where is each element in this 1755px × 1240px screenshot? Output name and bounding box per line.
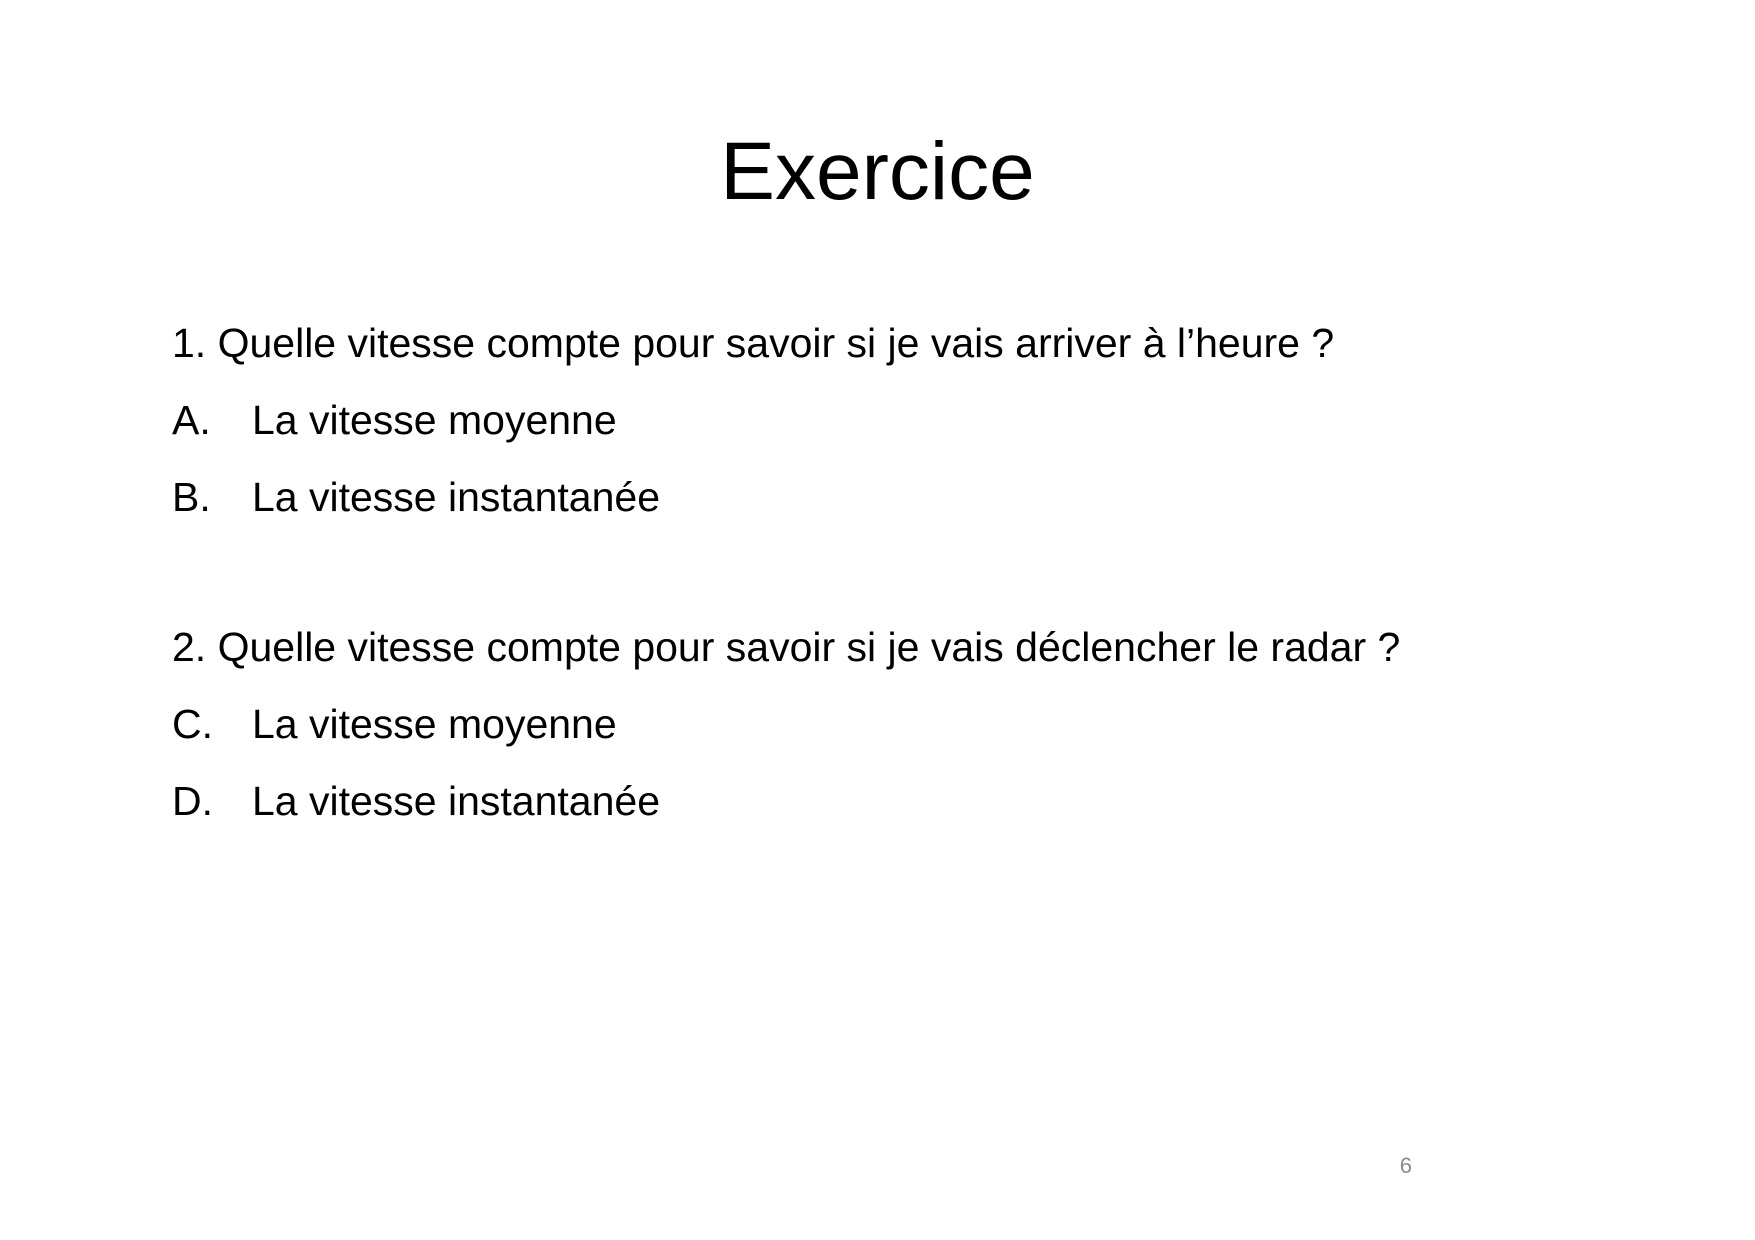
option-letter: C. [172, 701, 213, 747]
option-letter: D. [172, 778, 213, 824]
option-label: La vitesse moyenne [252, 701, 617, 747]
question-1: 1. Quelle vitesse compte pour savoir si je vais arriver à l’heure ? [172, 320, 1335, 366]
option-c[interactable] [172, 699, 617, 749]
option-b[interactable] [172, 472, 660, 522]
option-a[interactable] [172, 395, 617, 445]
option-letter: B. [172, 474, 211, 520]
option-letter: A. [172, 397, 211, 443]
question-2: 2. Quelle vitesse compte pour savoir si je vais déclencher le radar ? [172, 624, 1401, 670]
option-label: La vitesse instantanée [252, 474, 660, 520]
option-label: La vitesse instantanée [252, 778, 660, 824]
slide-number: 6 [1399, 1153, 1412, 1178]
option-d[interactable] [172, 776, 660, 826]
option-label: La vitesse moyenne [252, 397, 617, 443]
slide-title: Exercice [720, 126, 1035, 217]
